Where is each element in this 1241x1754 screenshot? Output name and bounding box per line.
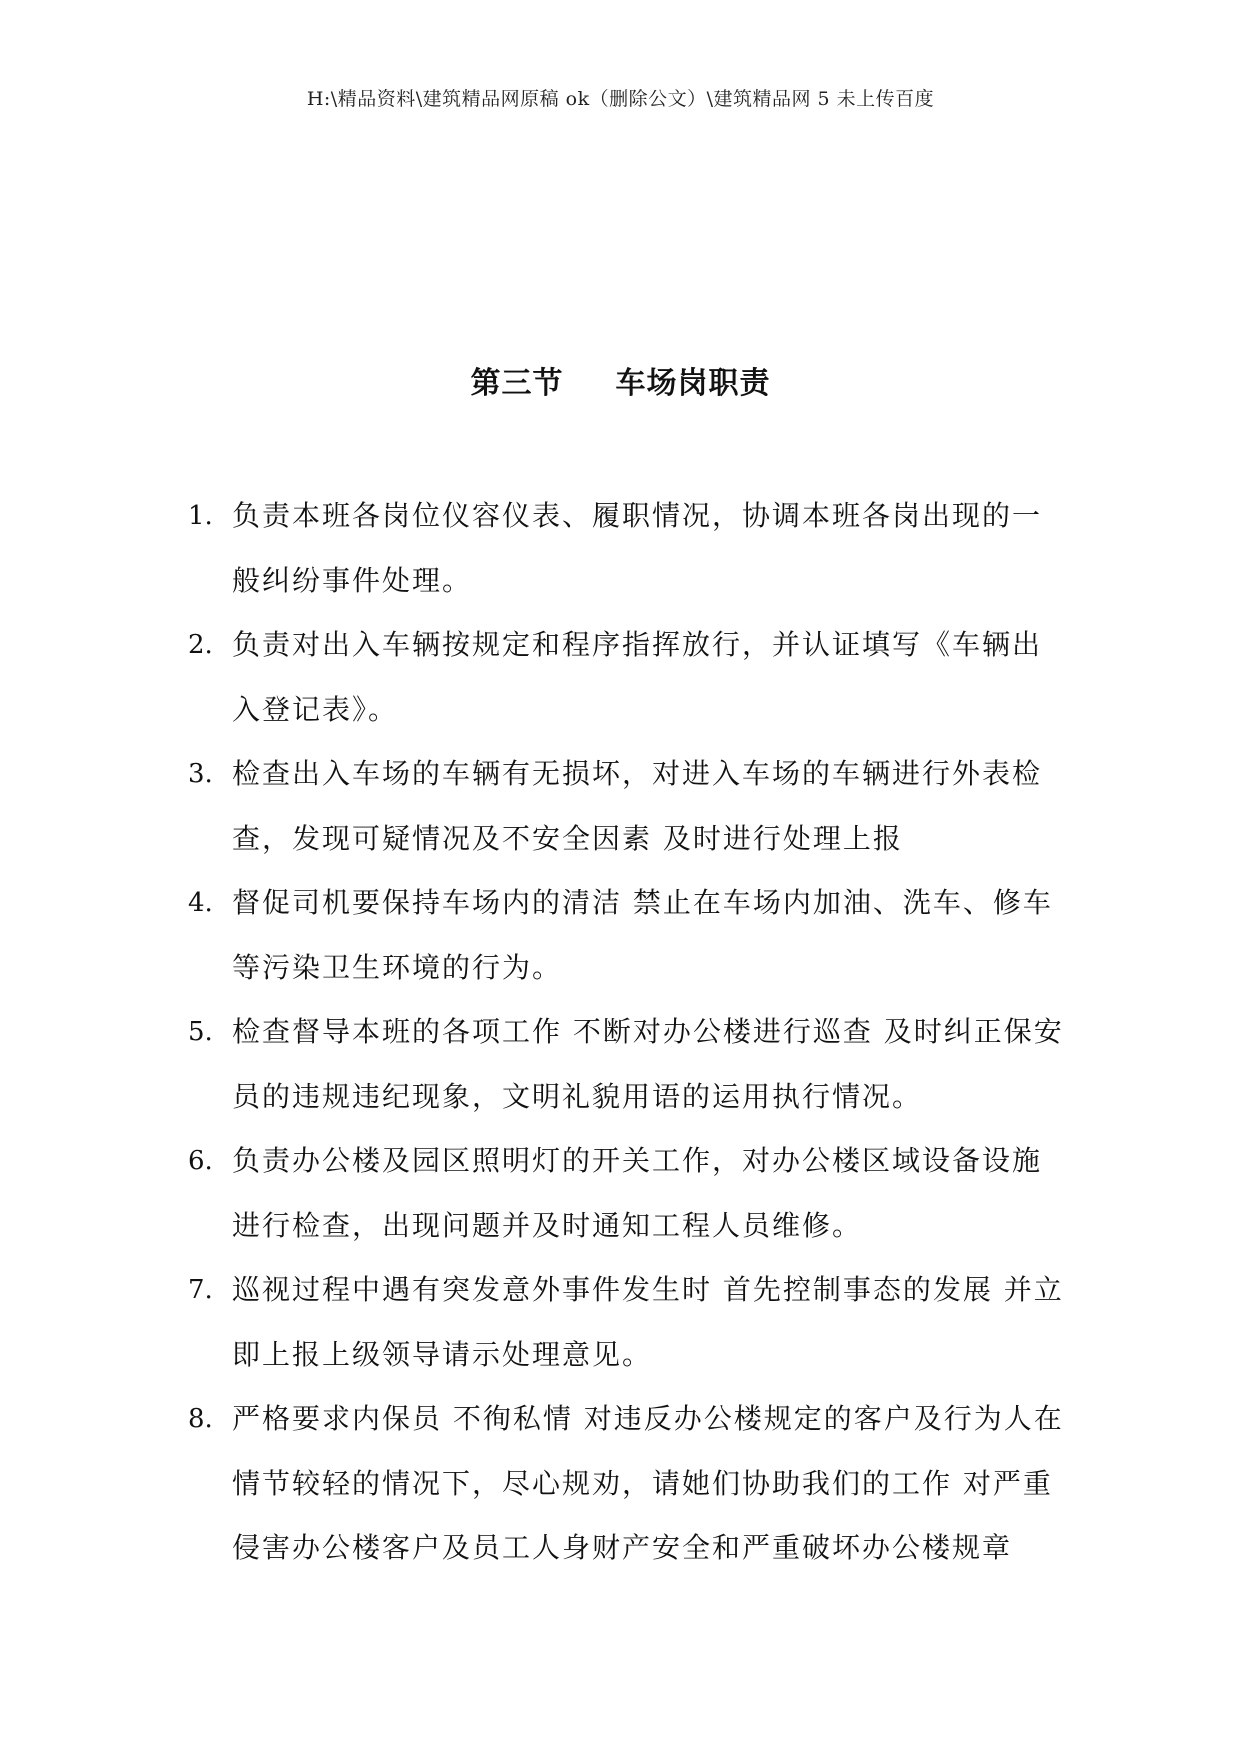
- duty-number: 3.: [188, 759, 213, 789]
- duty-item-5: [188, 1000, 1068, 1129]
- duty-item-3: [188, 742, 1068, 871]
- duty-text: 负责对出入车辆按规定和程序指挥放行，并认证填写《车辆出入登记表》。: [232, 628, 1043, 726]
- duty-item-7: [188, 1258, 1068, 1387]
- duty-number: 8.: [188, 1404, 213, 1434]
- duty-number: 4.: [188, 888, 213, 918]
- duty-text: 检查督导本班的各项工作 不断对办公楼进行巡查 及时纠正保安员的违规违纪现象，文明礼貌用语的运用执行情况。: [232, 1015, 1064, 1113]
- page-header-path: H:\精品资料\建筑精品网原稿 ok（删除公文）\建筑精品网 5 未上传百度: [306, 88, 935, 110]
- section-number: 第三节: [470, 366, 564, 401]
- duty-text: 巡视过程中遇有突发意外事件发生时 首先控制事态的发展 并立即上报上级领导请示处理意见。: [232, 1273, 1064, 1371]
- duty-text: 检查出入车场的车辆有无损坏，对进入车场的车辆进行外表检查，发现可疑情况及不安全因素 及时进行处理上报: [232, 757, 1043, 855]
- duty-item-6: [188, 1129, 1068, 1258]
- duty-item-2: [188, 613, 1068, 742]
- duty-number: 2.: [188, 630, 213, 660]
- duty-number: 7.: [188, 1275, 213, 1305]
- duty-item-4: [188, 871, 1068, 1000]
- duty-number: 6.: [188, 1146, 213, 1176]
- duty-item-1: [188, 484, 1068, 613]
- section-name: 车场岗职责: [615, 366, 771, 401]
- duty-number: 5.: [188, 1017, 213, 1047]
- duty-text: 负责本班各岗位仪容仪表、履职情况，协调本班各岗出现的一般纠纷事件处理。: [232, 499, 1043, 597]
- duty-item-8: [188, 1387, 1068, 1581]
- section-title: [0, 358, 1241, 402]
- duty-text: 严格要求内保员 不徇私情 对违反办公楼规定的客户及行为人在情节较轻的情况下，尽心规劝，请她们协助我们的工作 对严重侵害办公楼客户及员工人身财产安全和严重破坏办公楼规章: [232, 1402, 1064, 1564]
- duty-text: 负责办公楼及园区照明灯的开关工作，对办公楼区域设备设施进行检查，出现问题并及时通知工程人员维修。: [232, 1144, 1043, 1242]
- duty-number: 1.: [188, 501, 213, 531]
- duty-list: [188, 484, 1068, 1581]
- duty-text: 督促司机要保持车场内的清洁 禁止在车场内加油、洗车、修车等污染卫生环境的行为。: [232, 886, 1053, 984]
